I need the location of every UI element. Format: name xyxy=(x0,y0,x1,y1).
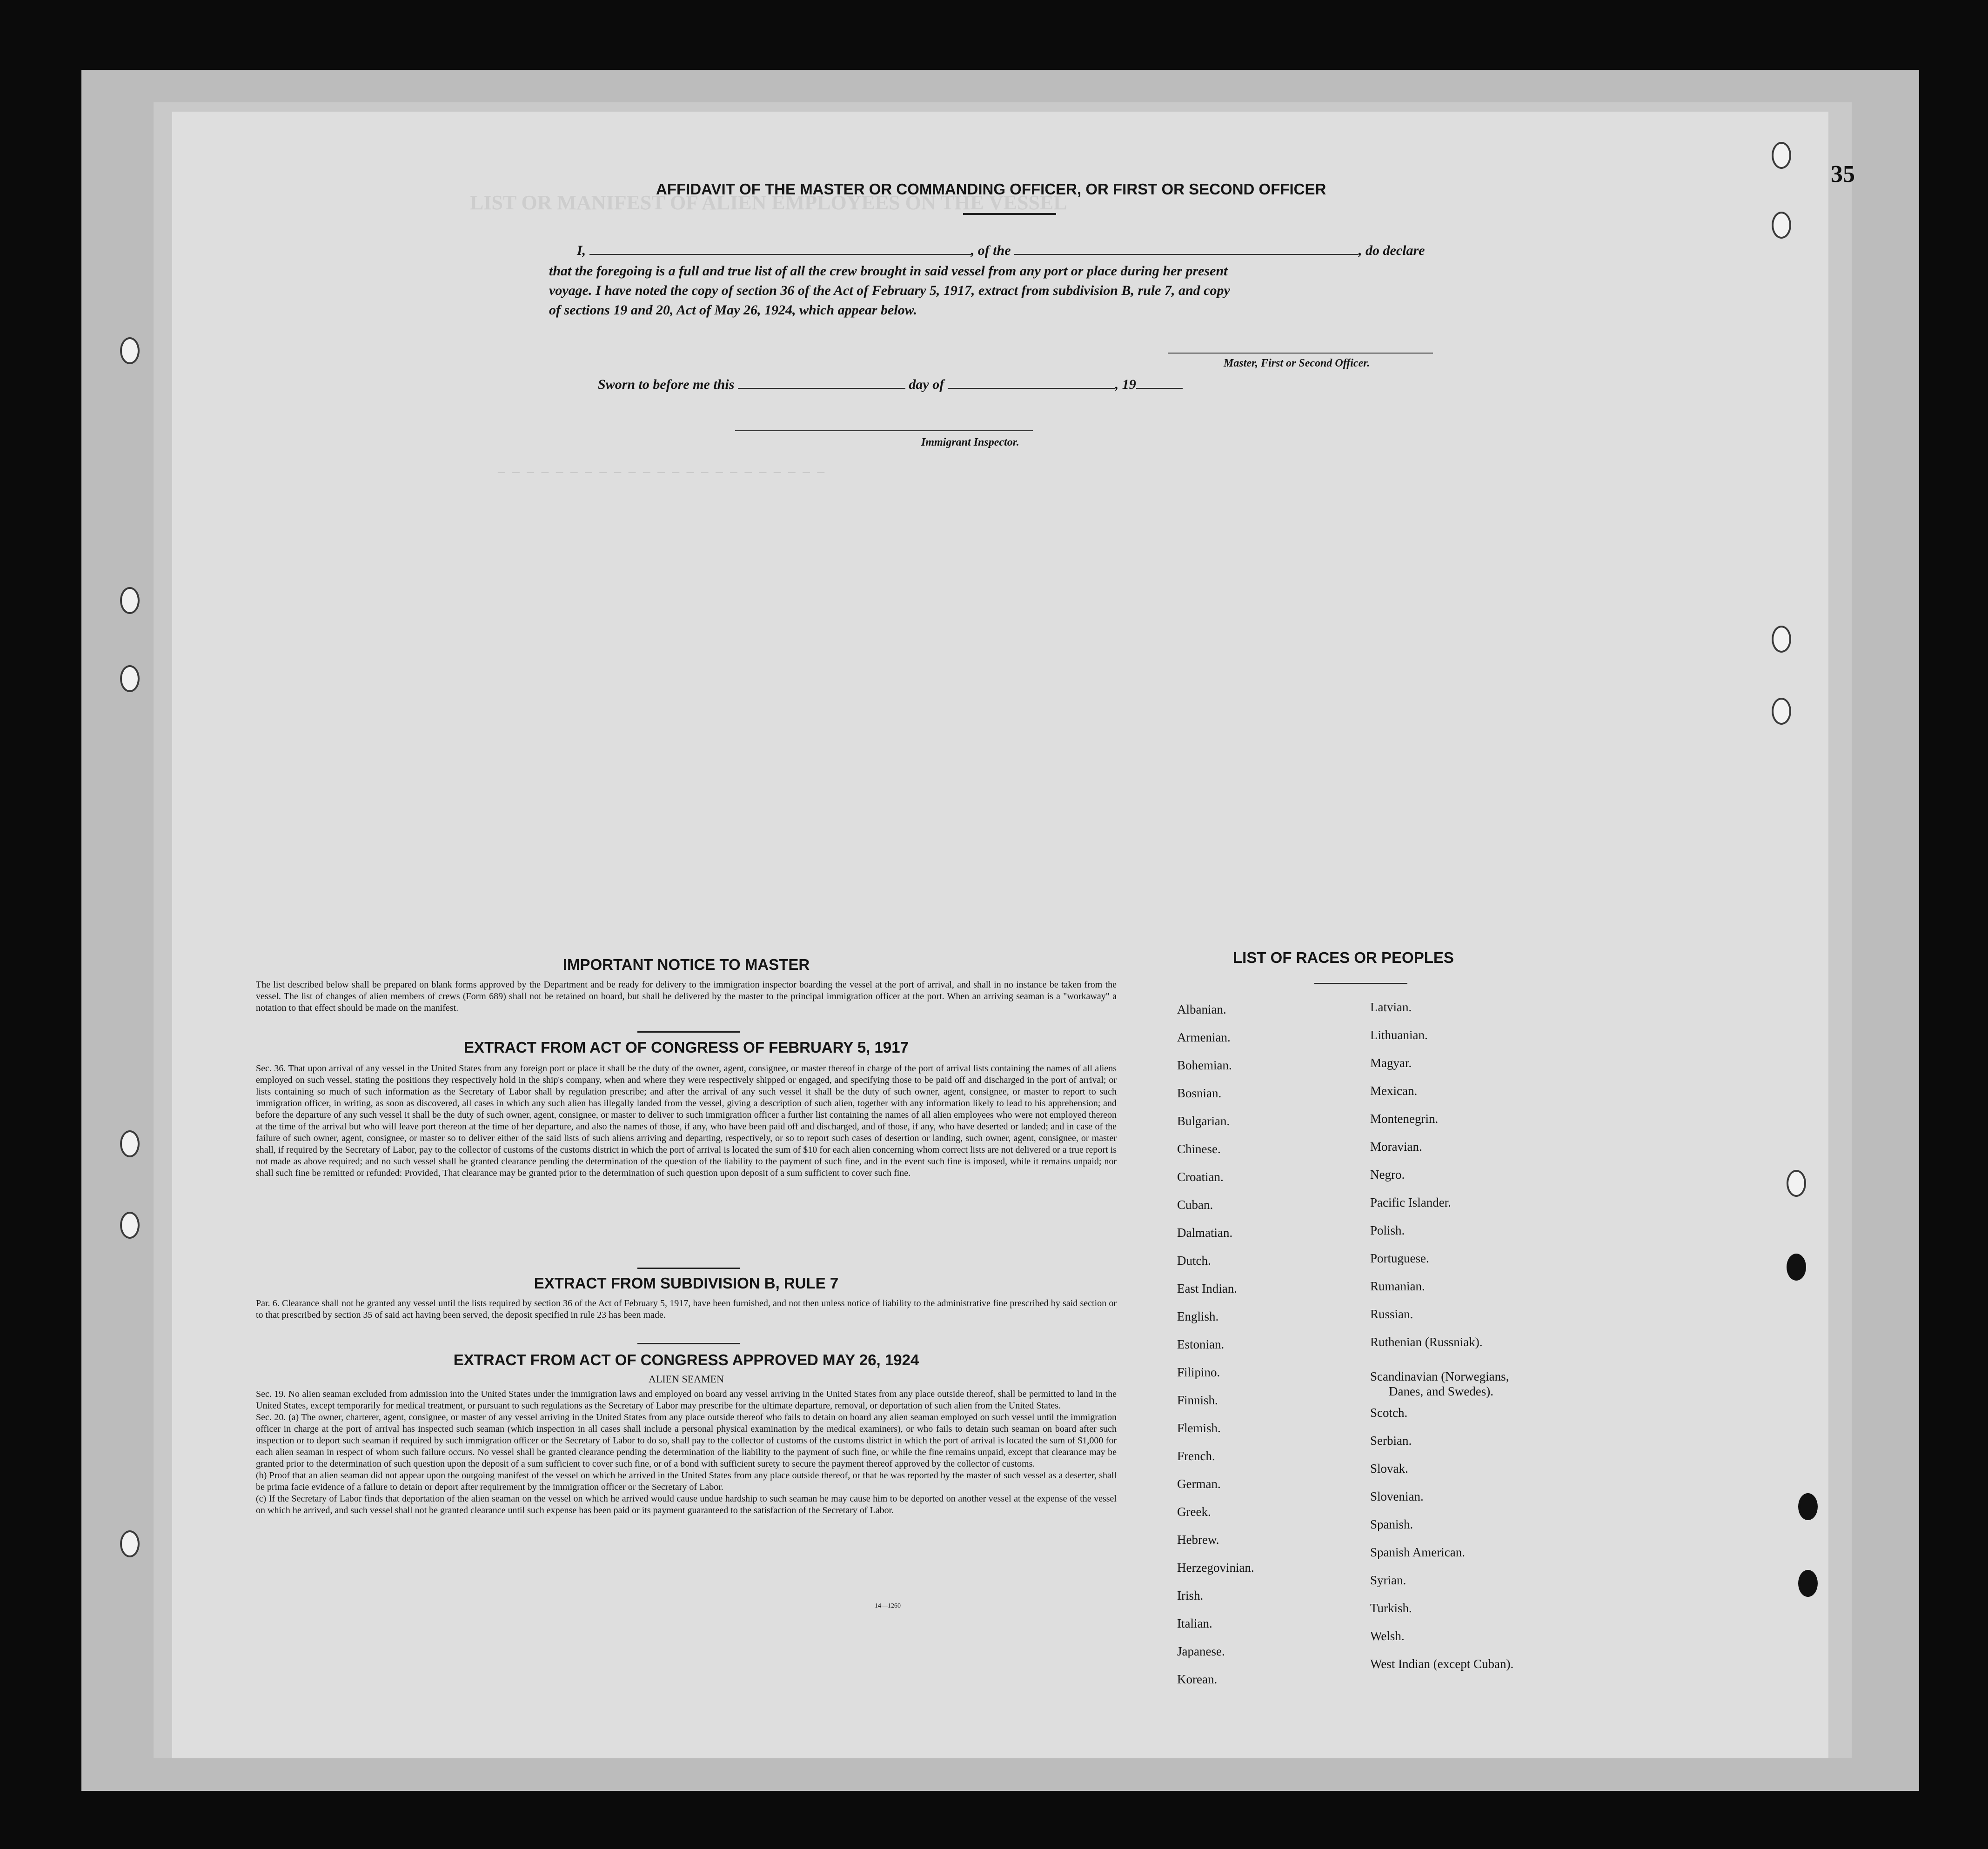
race-item: Bohemian. xyxy=(1177,1058,1232,1072)
race-item: Flemish. xyxy=(1177,1421,1221,1435)
punch-hole xyxy=(1787,1254,1806,1281)
affidavit-i: I, xyxy=(577,243,586,258)
race-item: Montenegrin. xyxy=(1370,1112,1439,1126)
race-item: Croatian. xyxy=(1177,1170,1224,1184)
race-item: Chinese. xyxy=(1177,1142,1221,1156)
races-column-2 xyxy=(1370,993,1513,1678)
race-item: Spanish American. xyxy=(1370,1545,1465,1559)
sworn-prefix: Sworn to before me this xyxy=(598,377,735,392)
extract-1924-body xyxy=(256,1388,1117,1516)
race-item: Scotch. xyxy=(1370,1406,1408,1420)
affidavit-line-2: that the foregoing is a full and true list of all the crew brought in said vessel from any port or place during her present xyxy=(549,263,1228,279)
race-item: Japanese. xyxy=(1177,1644,1225,1658)
race-item: West Indian (except Cuban). xyxy=(1370,1657,1514,1671)
punch-hole xyxy=(120,1212,140,1239)
race-item: Armenian. xyxy=(1177,1030,1231,1044)
notice-title: IMPORTANT NOTICE TO MASTER xyxy=(562,956,810,973)
extract-1924-title: EXTRACT FROM ACT OF CONGRESS APPROVED MAY 26, 1924 xyxy=(453,1351,919,1368)
punch-hole xyxy=(120,337,140,364)
race-item: Dalmatian. xyxy=(1177,1226,1233,1240)
race-item: Bosnian. xyxy=(1177,1086,1222,1100)
race-item: Turkish. xyxy=(1370,1601,1412,1615)
punch-hole xyxy=(1772,698,1791,725)
affidavit-line-4: of sections 19 and 20, Act of May 26, 1924, which appear below. xyxy=(549,302,917,318)
bleedthrough-row: — — — — — — — — — — — — — — — — — — — — — — — xyxy=(498,465,825,479)
race-item: Danes, and Swedes). xyxy=(1389,1384,1493,1398)
sworn-month-blank xyxy=(948,388,1115,389)
sworn-line xyxy=(598,375,1249,394)
race-item: Syrian. xyxy=(1370,1573,1406,1587)
race-item: Hebrew. xyxy=(1177,1533,1219,1547)
punch-hole xyxy=(1772,626,1791,653)
race-item: Irish. xyxy=(1177,1589,1204,1602)
race-item: Finnish. xyxy=(1177,1393,1218,1407)
vessel-blank xyxy=(1014,254,1359,255)
race-item: Herzegovinian. xyxy=(1177,1561,1254,1575)
race-item: Pacific Islander. xyxy=(1370,1195,1451,1209)
race-item: Scandinavian (Norwegians, xyxy=(1370,1369,1509,1383)
notice-rule xyxy=(637,1031,740,1033)
race-item: Lithuanian. xyxy=(1370,1028,1428,1042)
race-item: Moravian. xyxy=(1370,1140,1422,1154)
name-blank xyxy=(589,254,971,255)
race-item: Rumanian. xyxy=(1370,1279,1425,1293)
race-item: Spanish. xyxy=(1370,1517,1413,1531)
subdivision-text: Par. 6. Clearance shall not be granted any vessel until the lists required by section 36 of the Act of February 5, 1917, have been furnished, and not then unless notice of liability to the administrative fine prescribed by said section or to that prescribed by section 35 of said act having been served, the deposit specified in rule 23 has been made. xyxy=(256,1298,1117,1320)
race-item: Filipino. xyxy=(1177,1365,1220,1379)
affidavit-declare: , do declare xyxy=(1359,243,1425,258)
punch-hole xyxy=(1798,1493,1818,1520)
race-item: Bulgarian. xyxy=(1177,1114,1230,1128)
race-item: Italian. xyxy=(1177,1616,1212,1630)
manifest-page xyxy=(172,112,1855,1758)
page-number: 35 xyxy=(1831,161,1855,187)
race-item: Cuban. xyxy=(1177,1198,1213,1212)
race-item: German. xyxy=(1177,1477,1221,1491)
races-rule xyxy=(1314,983,1407,984)
race-item: Magyar. xyxy=(1370,1056,1412,1070)
race-item: Latvian. xyxy=(1370,1000,1412,1014)
race-item: Welsh. xyxy=(1370,1629,1405,1643)
sec-19-text: Sec. 19. No alien seaman excluded from admission into the United States under the immigration laws and employed on board any vessel arriving in the United States from any place outside thereof, shall be permitted to land in the United States, except temporarily for medical treatment, or pursuant to such regulations as the Secretary of Labor may prescribe for the ultimate departure, removal, or deportation of such alien from the United States. xyxy=(256,1389,1117,1411)
bleedthrough-title: LIST OR MANIFEST OF ALIEN EMPLOYEES ON THE VESSEL xyxy=(470,191,1067,214)
race-item: Slovenian. xyxy=(1370,1489,1424,1503)
race-item: French. xyxy=(1177,1449,1215,1463)
punch-hole xyxy=(1798,1570,1818,1597)
sworn-year: , 19 xyxy=(1115,377,1136,392)
punch-hole xyxy=(120,1530,140,1557)
sec-20a-text: Sec. 20. (a) The owner, charterer, agent, consignee, or master of any vessel arriving in the United States from any place outside thereof who fails to detain on board any alien seaman employed on such vessel until the immigration officer in charge at the port of arrival has inspected such seaman (which inspection in all cases shall include a personal physical examination by the medical examiners), or who fails to detain such seaman on board after such inspection or to deport such seaman if required by such immigration officer or the Secretary of Labor to do so, shall pay to the collector of customs of the customs district in which the port of arrival is located the sum of $1,000 for each alien seaman in respect of whom such failure occurs. No vessel shall be granted clearance pending the determination of the liability to the payment of such fine, or while the fine remains unpaid, except that clearance may be granted prior to the determination of such question upon the deposit of a sum sufficient to cover such fine, or of a bond with sufficient surety to secure the payment thereof approved by the collector of customs. xyxy=(256,1412,1117,1469)
race-item: Portuguese. xyxy=(1370,1251,1429,1265)
race-item: Slovak. xyxy=(1370,1462,1408,1475)
subdivision-rule xyxy=(637,1343,740,1344)
punch-hole xyxy=(120,665,140,692)
sec-20c-text: (c) If the Secretary of Labor finds that deportation of the alien seaman on the vessel on which he arrived would cause undue hardship to such seaman he may cause him to be deported on another vessel at the expense of the vessel on which he arrived, and such vessel shall not be granted clearance until such expense has been paid or its payment guaranteed to the satisfaction of the Secretary of Labor. xyxy=(256,1494,1117,1515)
race-item: Negro. xyxy=(1370,1168,1405,1181)
alien-seamen-subtitle: ALIEN SEAMEN xyxy=(649,1373,724,1385)
affidavit-of-the: , of the xyxy=(971,243,1011,258)
punch-hole xyxy=(1787,1170,1806,1197)
sec-20b-text: (b) Proof that an alien seaman did not appear upon the outgoing manifest of the vessel on which he arrived in the United States from any place outside thereof, or that he was reported by the master of such vessel as a deserter, shall be prima facie evidence of a failure to detain or deport after requirement by the immigration officer or the Secretary of Labor. xyxy=(256,1470,1117,1492)
sworn-day-of: day of xyxy=(909,377,944,392)
races-title: LIST OF RACES OR PEOPLES xyxy=(1233,949,1454,966)
punch-hole xyxy=(1772,142,1791,169)
race-item: East Indian. xyxy=(1177,1282,1237,1295)
sworn-year-blank xyxy=(1136,388,1183,389)
race-item: Albanian. xyxy=(1177,1002,1226,1016)
inspector-signature-line xyxy=(735,430,1033,431)
subdivision-title: EXTRACT FROM SUBDIVISION B, RULE 7 xyxy=(534,1275,839,1292)
punch-hole xyxy=(120,587,140,614)
race-item: Ruthenian (Russniak). xyxy=(1370,1335,1483,1349)
race-item: Estonian. xyxy=(1177,1337,1225,1351)
affidavit-line-1 xyxy=(577,241,1647,260)
affidavit-line-3: voyage. I have noted the copy of section 36 of the Act of February 5, 1917, extract from subdivision B, rule 7, and copy xyxy=(549,283,1230,298)
race-item: Mexican. xyxy=(1370,1084,1418,1098)
notice-text: The list described below shall be prepared on blank forms approved by the Department and be ready for delivery to the immigration inspector boarding the vessel at the port of arrival, and shall in no instance be taken from the vessel. The list of changes of alien members of crews (Form 689) shall not be retained on board, but shall be delivered by the master to the principal immigration officer at the port. When an arriving seaman is a "workaway" a notation to that effect should be made on the manifest. xyxy=(256,980,1117,1013)
punch-hole xyxy=(1772,212,1791,239)
race-item: Polish. xyxy=(1370,1223,1405,1237)
extract-1917-text: Sec. 36. That upon arrival of any vessel in the United States from any foreign port or place it shall be the duty of the owner, agent, consignee, or master thereof in charge of the port of arrival lists containing the names of all aliens employed on such vessel, stating the positions they respectively hold in the ship's company, when and where they were respectively shipped or engaged, and specifying those to be paid off and discharged in the port of arrival; or lists containing so much of such information as the Secretary of Labor shall by regulation prescribe; and after the arrival of any such vessel it shall be the duty of such owner, agent, consignee, or master to report to such immigration officer, in writing, as soon as discovered, all cases in which any such alien has illegally landed from the vessel, giving a description of such alien, together with any information likely to lead to his apprehension; and before the departure of any such vessel it shall be the duty of such owner, agent, consignee, or master to deliver to such immigration officer a further list containing the names of all alien employees who were not employed thereon at the time of the arrival but who will leave port thereon at the time of her departure, and also the names of those, if any, who have been paid off and discharged, and of those, if any, who have deserted or landed; and in case of the failure of such owner, agent, consignee, or master so to deliver either of the said lists of such aliens arriving and departing, respectively, or so to report such cases of desertion or landing, such owner, agent, consignee, or master shall, if required by the Secretary of Labor, pay to the collector of customs of the customs district in which the port of arrival is located the sum of $10 for each alien concerning whom correct lists are not delivered or a true report is not made as above required; and no such vessel shall be granted clearance pending the determination of the question of the liability to the payment of such fine, and in the event such fine is imposed, while it remains unpaid; nor shall such fine be remitted or refunded: Provided, That clearance may be granted prior to the determination of such question upon deposit of a sum sufficient to cover such fine. xyxy=(256,1063,1117,1178)
race-item: Korean. xyxy=(1177,1672,1218,1686)
races-column-1 xyxy=(1177,995,1254,1693)
punch-hole xyxy=(120,1130,140,1157)
title-rule xyxy=(963,213,1056,215)
extract-1917-rule xyxy=(637,1268,740,1269)
race-item: Dutch. xyxy=(1177,1254,1211,1268)
sworn-day-blank xyxy=(738,388,905,389)
race-item: Serbian. xyxy=(1370,1434,1412,1448)
inspector-label: Immigrant Inspector. xyxy=(921,436,1019,448)
affidavit-title: AFFIDAVIT OF THE MASTER OR COMMANDING OFFICER, OR FIRST OR SECOND OFFICER xyxy=(656,180,1326,198)
extract-1917-title: EXTRACT FROM ACT OF CONGRESS OF FEBRUARY 5, 1917 xyxy=(464,1039,909,1056)
race-item: Russian. xyxy=(1370,1307,1413,1321)
race-item: English. xyxy=(1177,1309,1219,1323)
form-number: 14—1260 xyxy=(875,1602,901,1609)
race-item: Greek. xyxy=(1177,1505,1211,1519)
master-label: Master, First or Second Officer. xyxy=(1224,357,1370,369)
